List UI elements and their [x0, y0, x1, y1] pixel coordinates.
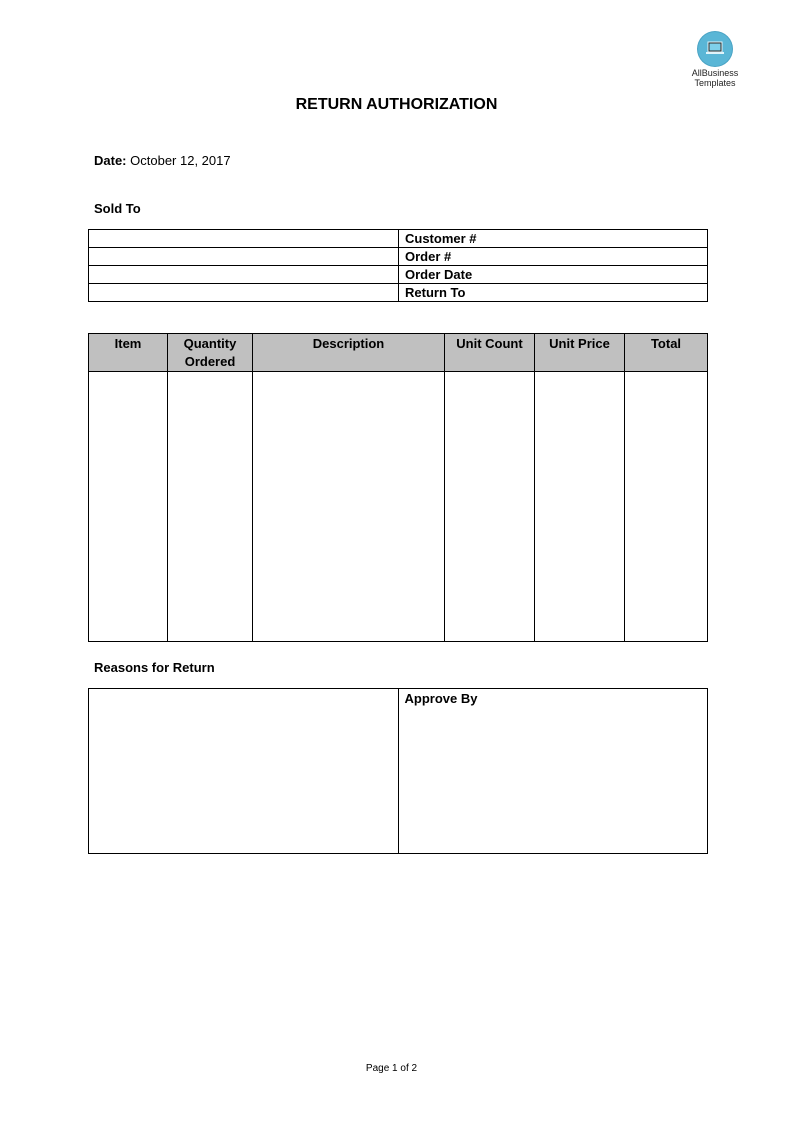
laptop-icon: [705, 40, 725, 57]
unit-price-cell: [535, 372, 625, 642]
total-cell: [625, 372, 708, 642]
sold-to-row: [89, 248, 708, 266]
sold-to-cell: [89, 248, 399, 266]
sold-to-row: [89, 284, 708, 302]
customer-number-field: Customer #: [399, 230, 708, 248]
reasons-for-return-label: Reasons for Return: [94, 660, 215, 675]
order-date-field: Order Date: [399, 266, 708, 284]
company-logo: [684, 32, 746, 88]
sold-to-row: [89, 230, 708, 248]
items-body-row: [89, 372, 708, 642]
document-title: RETURN AUTHORIZATION: [295, 96, 498, 113]
header-unit-count: Unit Count: [445, 334, 535, 372]
reasons-cell: [89, 689, 399, 854]
items-header-row: [89, 334, 708, 372]
date-line: [94, 153, 231, 168]
items-table: [88, 333, 708, 642]
order-number-field: Order #: [399, 248, 708, 266]
item-cell: [89, 372, 168, 642]
logo-text: [684, 68, 746, 88]
logo-line2: Templates: [694, 78, 736, 88]
sold-to-cell: [89, 284, 399, 302]
description-cell: [253, 372, 445, 642]
sold-to-cell: [89, 266, 399, 284]
date-label: Date:: [94, 153, 127, 168]
sold-to-table: [88, 229, 708, 302]
header-unit-price: Unit Price: [535, 334, 625, 372]
reasons-table: [88, 688, 708, 854]
header-quantity-ordered: Quantity Ordered: [168, 334, 253, 372]
header-total: Total: [625, 334, 708, 372]
page-number: Page 1 of 2: [365, 1063, 418, 1074]
logo-badge: [698, 32, 732, 66]
approve-by-cell: Approve By: [398, 689, 708, 854]
logo-line1: AllBusiness: [691, 68, 739, 78]
header-description: Description: [253, 334, 445, 372]
sold-to-label: Sold To: [94, 201, 141, 216]
unit-count-cell: [445, 372, 535, 642]
header-item: Item: [89, 334, 168, 372]
quantity-cell: [168, 372, 253, 642]
sold-to-row: [89, 266, 708, 284]
return-to-field: Return To: [399, 284, 708, 302]
sold-to-cell: [89, 230, 399, 248]
reasons-row: [89, 689, 708, 854]
date-value: October 12, 2017: [130, 153, 231, 168]
